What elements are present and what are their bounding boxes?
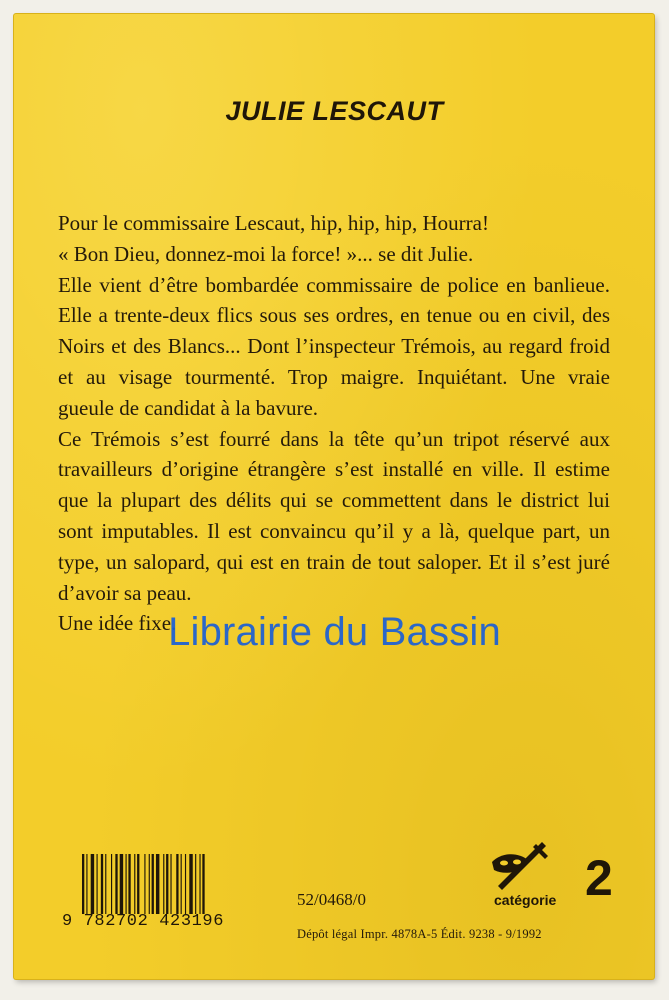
barcode-bars-icon — [82, 854, 242, 914]
book-title: JULIE LESCAUT — [225, 96, 444, 126]
mask-dagger-icon — [488, 838, 554, 892]
legal-deposit-line: Dépôt légal Impr. 4878A-5 Édit. 9238 - 9/1992 — [297, 927, 542, 941]
blurb-paragraph: Une idée fixe. — [58, 611, 177, 636]
blurb-paragraph: Ce Trémois s’est fourré dans la tête qu’un tripot réservé aux travailleurs d’origine étrangère s’est installé en ville. Il estime que la plupart des délits qui se commettent dans le district lui sont imputables. Il est convaincu qu’il y a là, quelque part, un type, un salopard, qui est en train de tout saloper. Et il s’est juré d’avoir sa peau. — [58, 426, 610, 605]
blurb-paragraph: Pour le commissaire Lescaut, hip, hip, hip, Hourra! — [58, 211, 489, 235]
barcode — [62, 850, 246, 944]
blurb-paragraph: « Bon Dieu, donnez-moi la force! »... se dit Julie. — [58, 241, 474, 266]
category-number: 2 — [585, 850, 613, 906]
blurb-paragraph: Elle vient d’être bombardée commissaire de police en banlieue. Elle a trente-deux flics sous ses ordres, en tenue ou en civil, des Noirs et des Blancs... Dont l’inspecteur Trémois, au regard froid et au visage tourmenté. Trop maigre. Inquiétant. Une vraie gueule de candidat à la bavure. — [58, 272, 610, 420]
bookshop-watermark: Librairie du Bassin — [168, 610, 501, 654]
blurb-text — [58, 208, 610, 639]
catalog-code: 52/0468/0 — [297, 890, 366, 909]
barcode-number: 9 782702 423196 — [62, 912, 225, 931]
category-label: catégorie — [494, 892, 557, 908]
